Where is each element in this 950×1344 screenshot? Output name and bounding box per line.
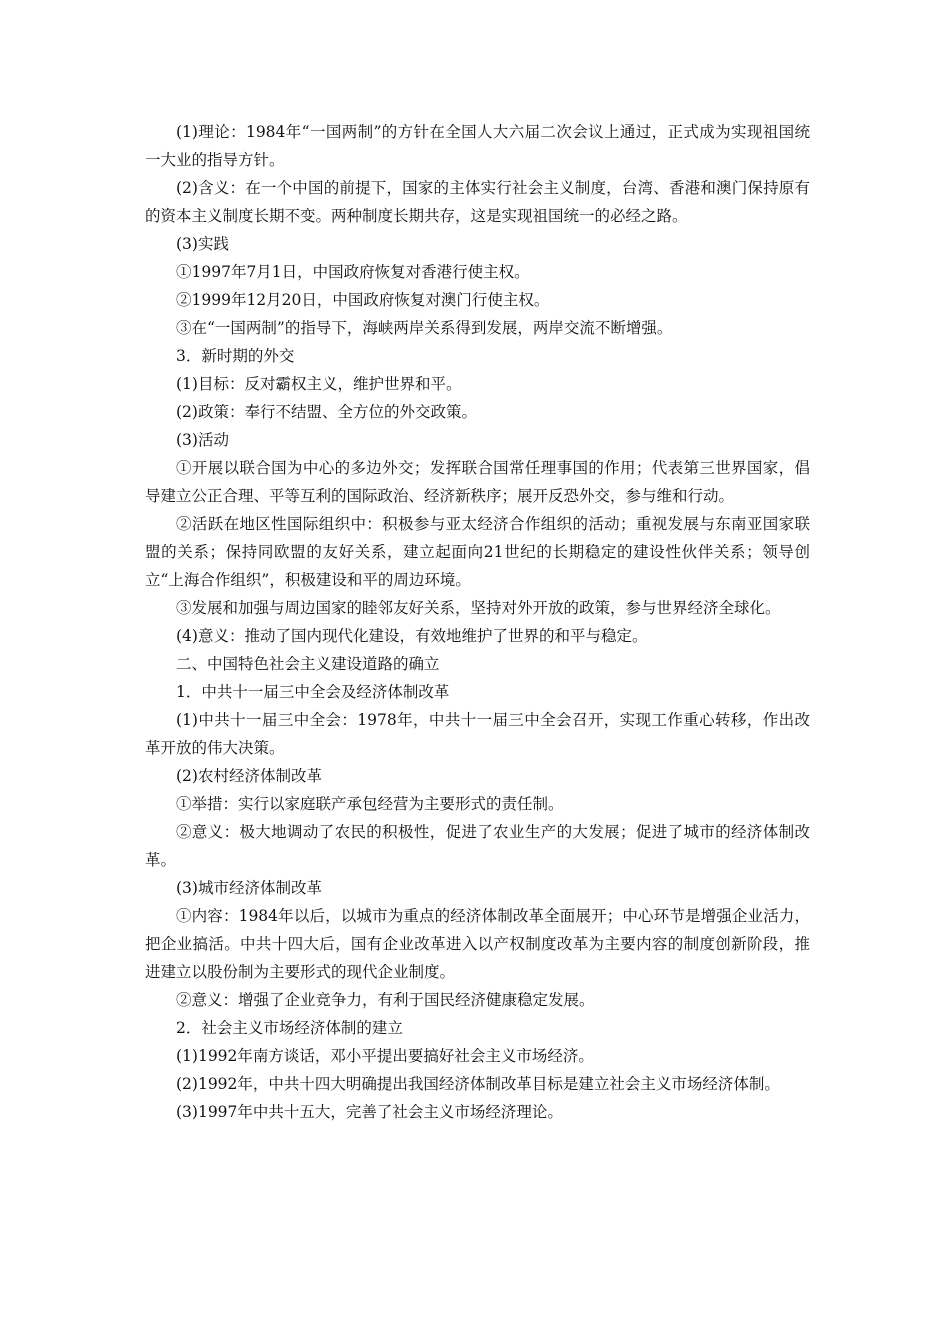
section-heading: 二、中国特色社会主义建设道路的确立 (176, 655, 440, 673)
paragraph: (2)政策：奉行不结盟、全方位的外交政策。 (176, 403, 477, 421)
paragraph: ②意义：增强了企业竞争力，有利于国民经济健康稳定发展。 (176, 991, 595, 1009)
paragraph: (2)含义：在一个中国的前提下，国家的主体实行社会主义制度，台湾、香港和澳门保持原有的资本主义制度长期不变。两种制度长期共存，这是实现祖国统一的必经之路。 (145, 179, 810, 225)
document-body (145, 118, 810, 1126)
paragraph: ②1999年12月20日，中国政府恢复对澳门行使主权。 (176, 291, 550, 309)
paragraph: ①1997年7月1日，中国政府恢复对香港行使主权。 (176, 263, 530, 281)
paragraph: (2)农村经济体制改革 (176, 767, 322, 785)
paragraph: (1)目标：反对霸权主义，维护世界和平。 (176, 375, 462, 393)
paragraph: (1)理论：1984年“一国两制”的方针在全国人大六届二次会议上通过，正式成为实现祖国统一大业的指导方针。 (145, 123, 810, 169)
paragraph: (3)活动 (176, 431, 229, 449)
paragraph: (1)1992年南方谈话，邓小平提出要搞好社会主义市场经济。 (176, 1047, 594, 1065)
paragraph: ①开展以联合国为中心的多边外交；发挥联合国常任理事国的作用；代表第三世界国家，倡导建立公正合理、平等互利的国际政治、经济新秩序；展开反恐外交，参与维和行动。 (145, 459, 810, 505)
paragraph: (4)意义：推动了国内现代化建设，有效地维护了世界的和平与稳定。 (176, 627, 648, 645)
paragraph: (2)1992年，中共十四大明确提出我国经济体制改革目标是建立社会主义市场经济体制。 (176, 1075, 780, 1093)
section-heading: 3．新时期的外交 (176, 347, 295, 365)
paragraph: (1)中共十一届三中全会：1978年，中共十一届三中全会召开，实现工作重心转移，作出改革开放的伟大决策。 (145, 711, 810, 757)
paragraph: (3)实践 (176, 235, 229, 253)
section-heading: 1．中共十一届三中全会及经济体制改革 (176, 683, 450, 701)
paragraph: ①举措：实行以家庭联产承包经营为主要形式的责任制。 (176, 795, 564, 813)
paragraph: ②活跃在地区性国际组织中：积极参与亚太经济合作组织的活动；重视发展与东南亚国家联盟的关系；保持同欧盟的友好关系，建立起面向21世纪的长期稳定的建设性伙伴关系；领导创立“上海合作组织”，积极建设和平的周边环境。 (145, 515, 810, 589)
section-heading: 2．社会主义市场经济体制的建立 (176, 1019, 403, 1037)
paragraph: (3)1997年中共十五大，完善了社会主义市场经济理论。 (176, 1103, 563, 1121)
paragraph: ①内容：1984年以后，以城市为重点的经济体制改革全面展开；中心环节是增强企业活力，把企业搞活。中共十四大后，国有企业改革进入以产权制度改革为主要内容的制度创新阶段，推进建立以股份制为主要形式的现代企业制度。 (145, 907, 810, 981)
paragraph: ③发展和加强与周边国家的睦邻友好关系，坚持对外开放的政策，参与世界经济全球化。 (176, 599, 781, 617)
paragraph: (3)城市经济体制改革 (176, 879, 322, 897)
paragraph: ②意义：极大地调动了农民的积极性，促进了农业生产的大发展；促进了城市的经济体制改革。 (145, 823, 810, 869)
paragraph: ③在“一国两制”的指导下，海峡两岸关系得到发展，两岸交流不断增强。 (176, 319, 673, 337)
